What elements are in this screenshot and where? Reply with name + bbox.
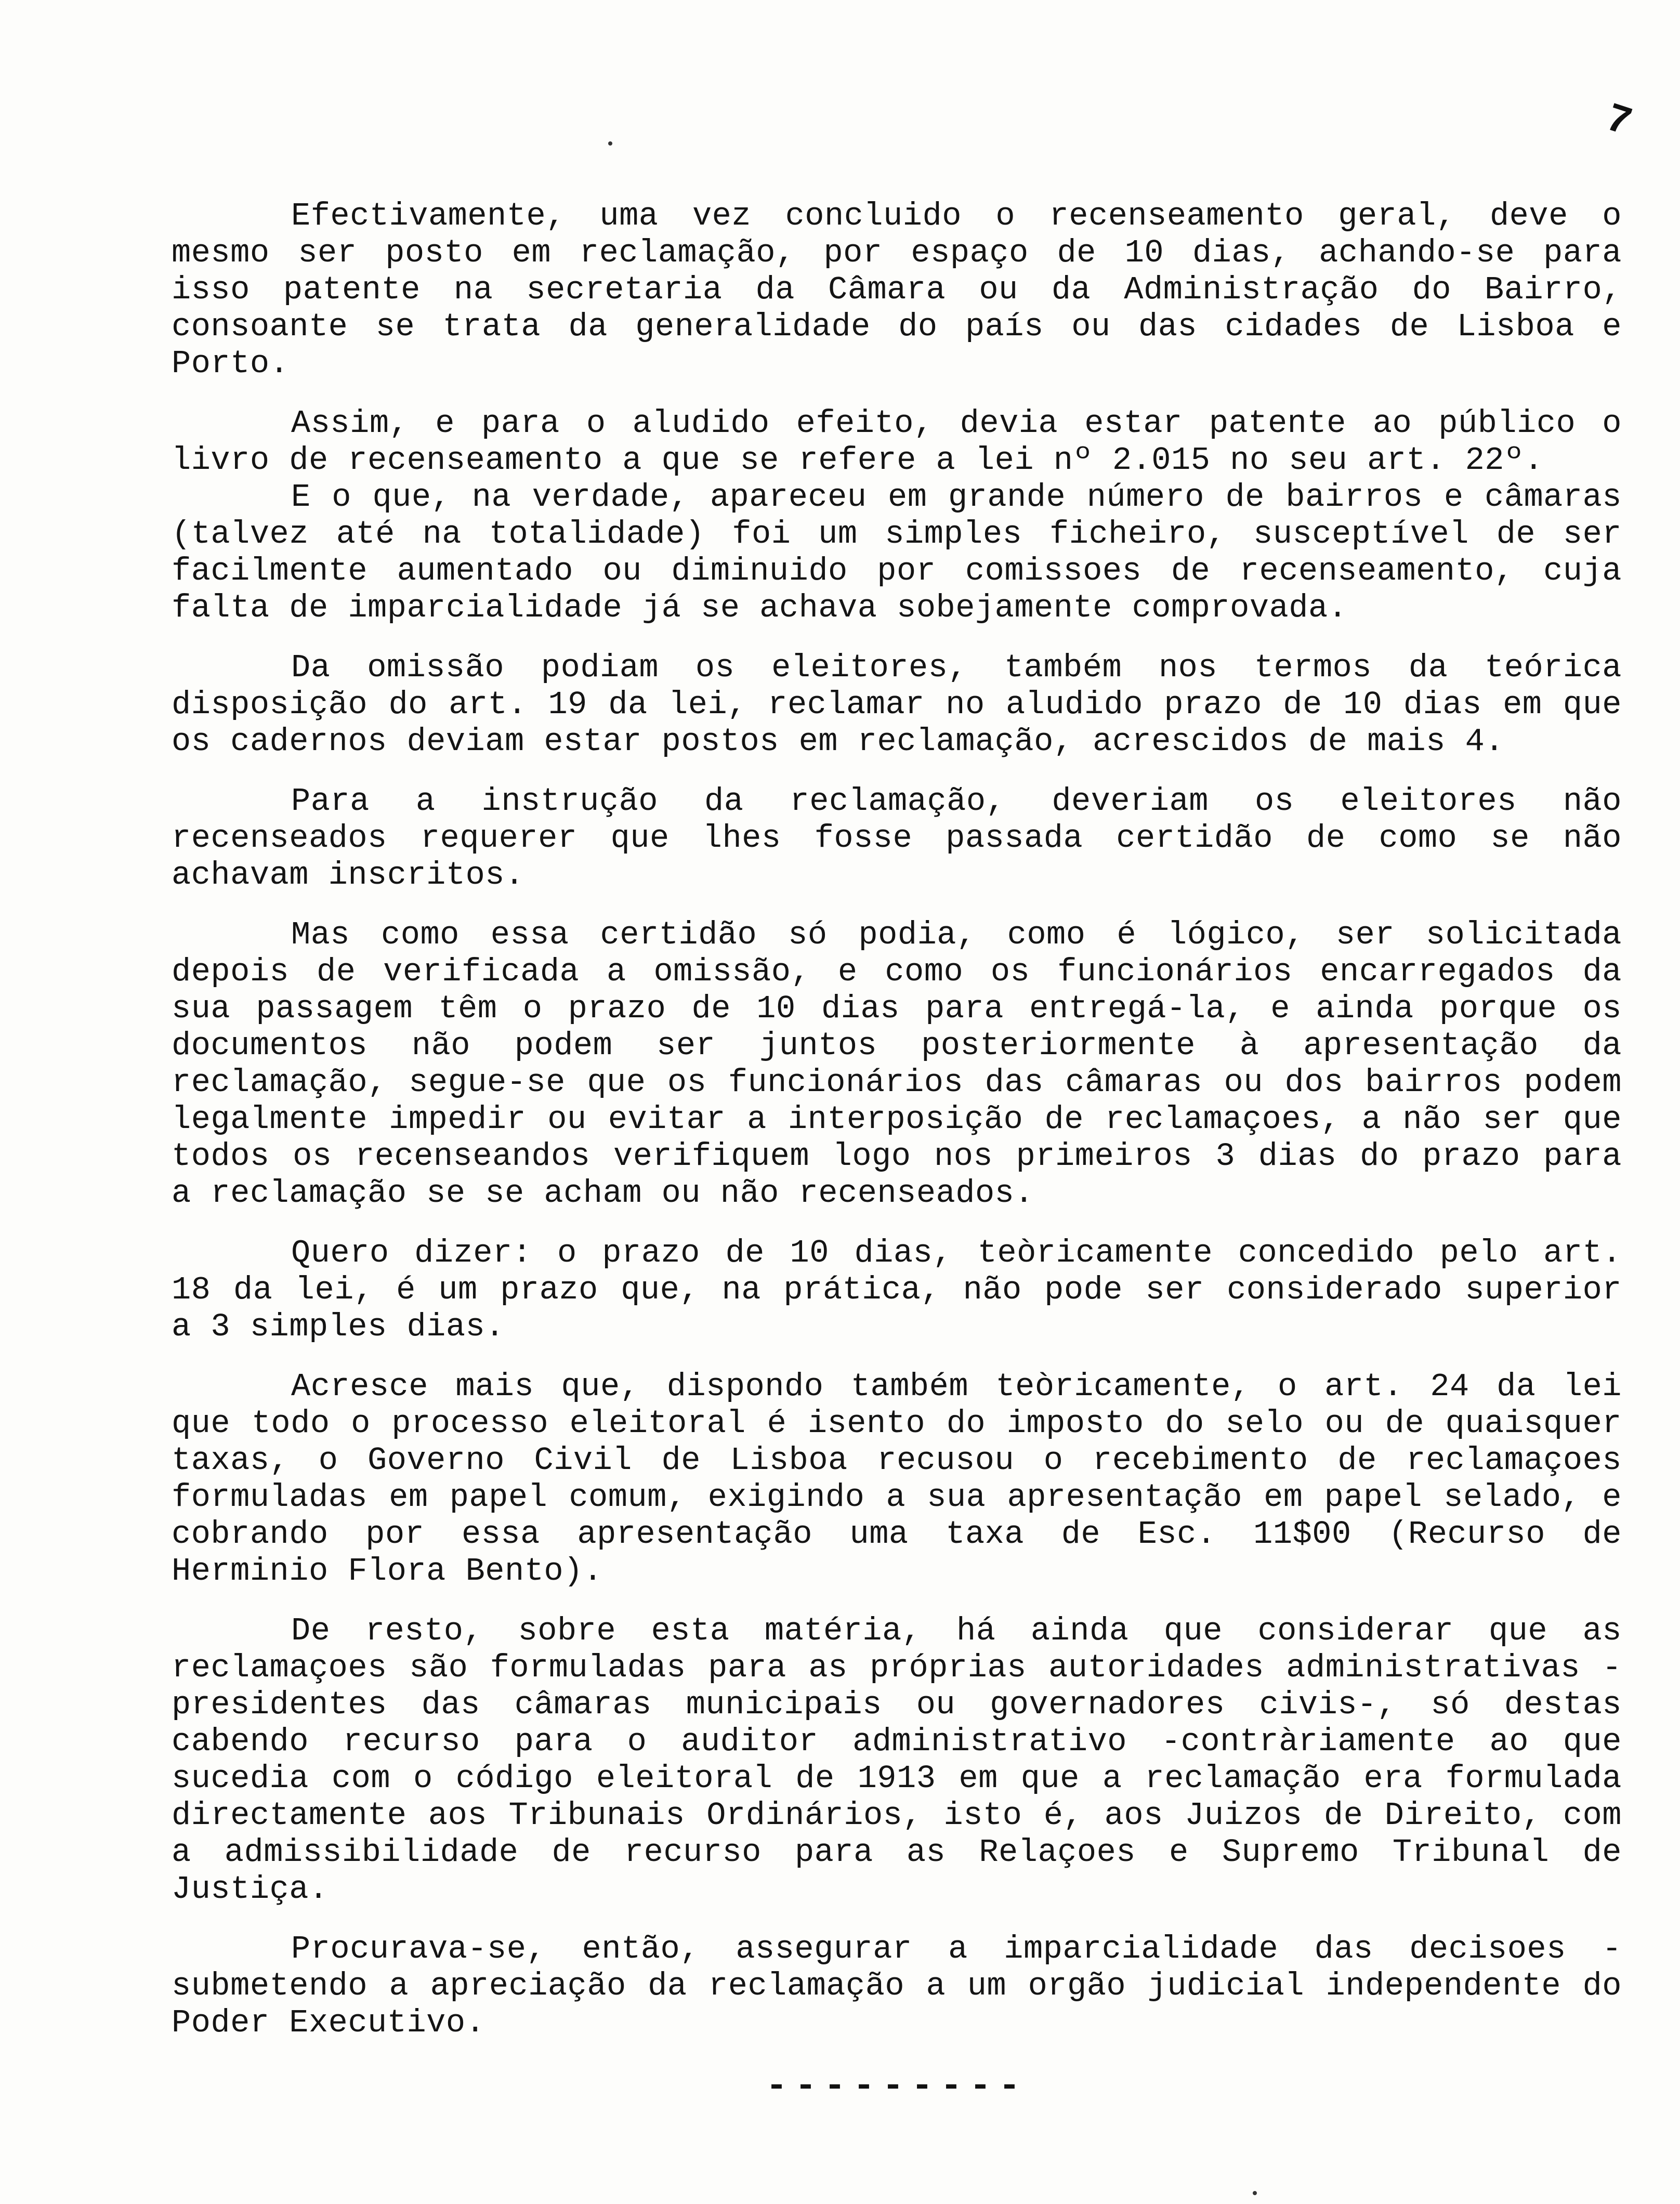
typed-text-body [172, 198, 1622, 2105]
paragraph-6: Mas como essa certidão só podia, como é lógico, ser solicitada depois de verificada a omissão, e como os funcionários encarregados da sua passagem têm o prazo de 10 dias para entregá-la, e ainda porque os documentos não podem ser juntos posteriormente à apresentação da reclamação, segue-se que os funcionários das câmaras ou dos bairros podem legalmente impedir ou evitar a interposição de reclamaçoes, a não ser que todos os recenseandos verifiquem logo nos primeiros 3 dias do prazo para a reclamação se se acham ou não recenseados. [172, 916, 1622, 1212]
paragraph-7: Quero dizer: o prazo de 10 dias, teòricamente concedido pelo art. 18 da lei, é um prazo que, na prática, não pode ser considerado superior a 3 simples dias. [172, 1235, 1622, 1345]
scan-speck [1253, 2191, 1257, 2195]
paragraph-9: De resto, sobre esta matéria, há ainda que considerar que as reclamaçoes são formuladas para as próprias autoridades administrativas -presidentes das câmaras municipais ou governadores civis-, só destas cabendo recurso para o auditor administrativo -contràriamente ao que sucedia com o código eleitoral de 1913 em que a reclamação era formulada directamente aos Tribunais Ordinários, isto é, aos Juizos de Direito, com a admissibilidade de recurso para as Relaçoes e Supremo Tribunal de Justiça. [172, 1612, 1622, 1908]
paragraph-3: E o que, na verdade, apareceu em grande número de bairros e câmaras (talvez até na totalidade) foi um simples ficheiro, susceptível de ser facilmente aumentado ou diminuido por comissoes de recenseamento, cuja falta de imparcialidade já se achava sobejamente comprovada. [172, 479, 1622, 626]
paragraph-1: Efectivamente, uma vez concluido o recenseamento geral, deve o mesmo ser posto em reclamação, por espaço de 10 dias, achando-se para isso patente na secretaria da Câmara ou da Administração do Bairro, consoante se trata da generalidade do país ou das cidades de Lisboa e Porto. [172, 198, 1622, 382]
paragraph-8: Acresce mais que, dispondo também teòricamente, o art. 24 da lei que todo o processo eleitoral é isento do imposto do selo ou de quaisquer taxas, o Governo Civil de Lisboa recusou o recebimento de reclamaçoes formuladas em papel comum, exigindo a sua apresentação em papel selado, e cobrando por essa apresentação uma taxa de Esc. 11$00 (Recurso de Herminio Flora Bento). [172, 1368, 1622, 1590]
page-number: 7 [1599, 96, 1637, 148]
paragraph-2: Assim, e para o aludido efeito, devia estar patente ao público o livro de recenseamento a que se refere a lei nº 2.015 no seu art. 22º. [172, 405, 1622, 479]
paragraph-5: Para a instrução da reclamação, deveriam os eleitores não recenseados requerer que lhes fosse passada certidão de como se não achavam inscritos. [172, 783, 1622, 894]
paragraph-4: Da omissão podiam os eleitores, também nos termos da teórica disposição do art. 19 da lei, reclamar no aludido prazo de 10 dias em que os cadernos deviam estar postos em reclamação, acrescidos de mais 4. [172, 649, 1622, 760]
paragraph-10: Procurava-se, então, assegurar a imparcialidade das decisoes -submetendo a apreciação da reclamação a um orgão judicial independente do Poder Executivo. [172, 1931, 1622, 2041]
scan-speck [608, 141, 612, 146]
closing-dash-rule: --------- [765, 2066, 1028, 2107]
